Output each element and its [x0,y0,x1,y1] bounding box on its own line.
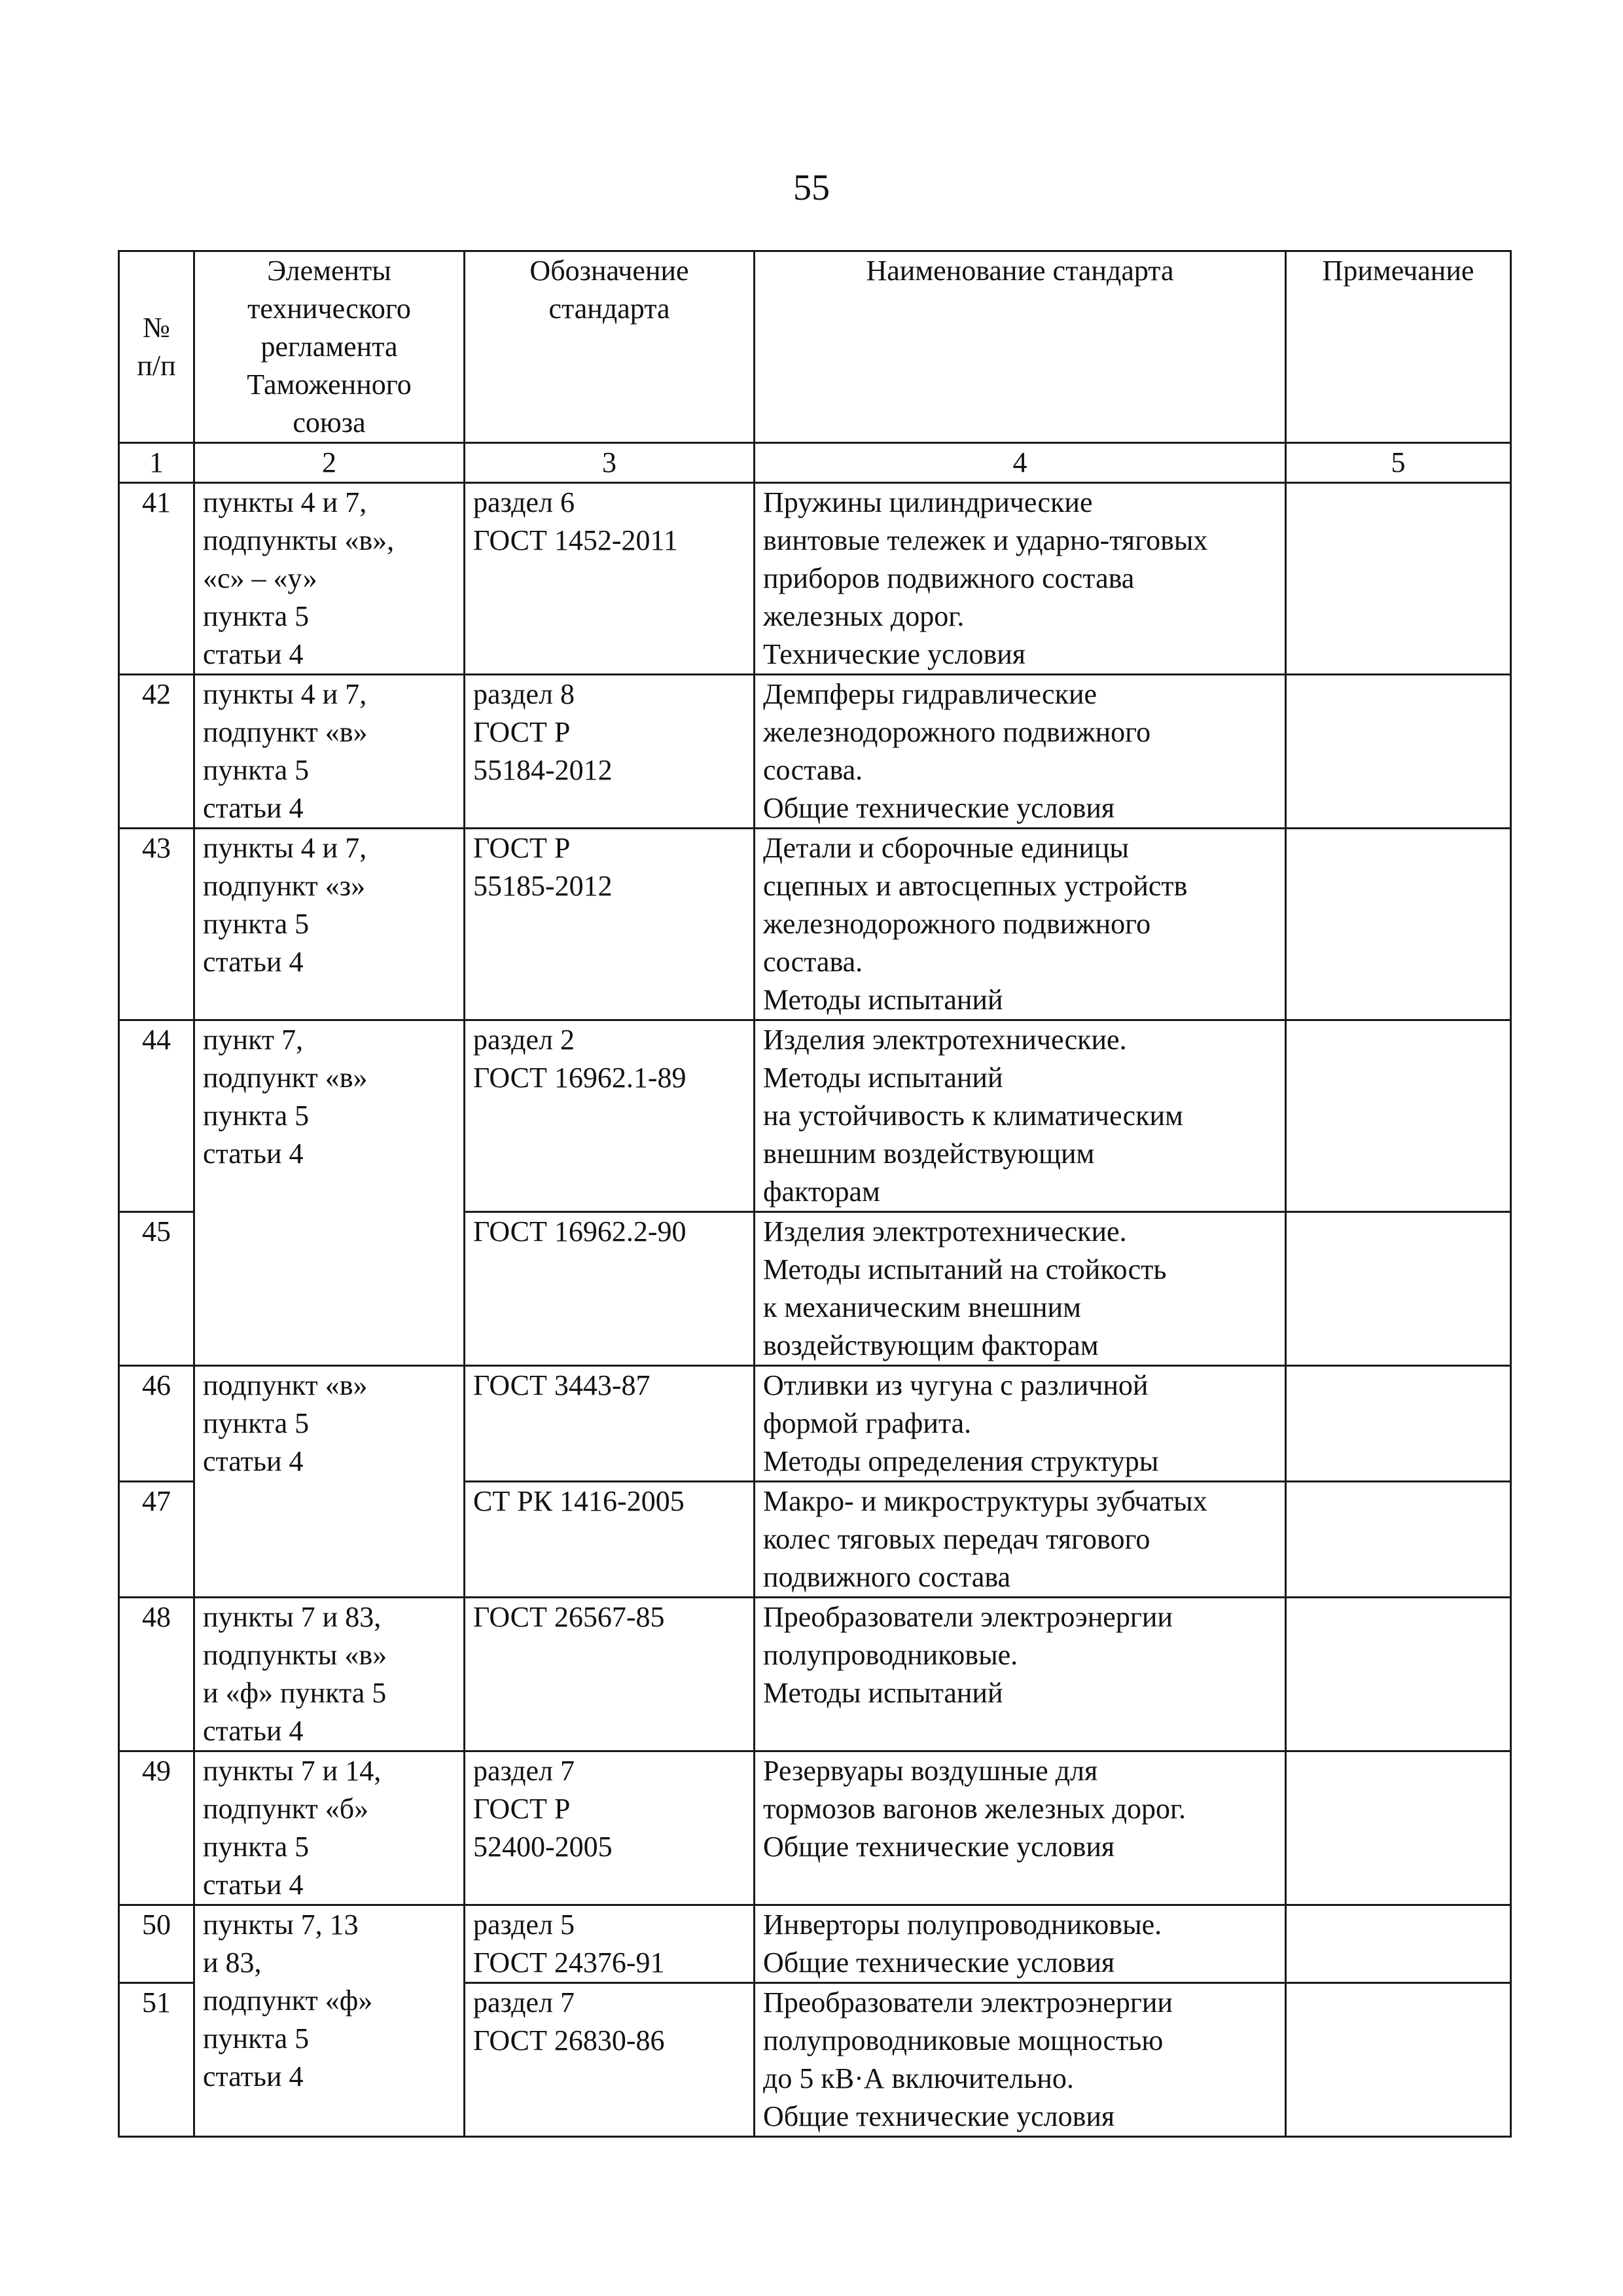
cell-line: железных дорог. [763,600,965,632]
row-number: 47 [119,1482,194,1598]
standards-table [118,250,1512,2138]
cell-line: колес тяговых передач тягового [763,1523,1150,1555]
cell-line: Примечание [1322,255,1474,287]
row-elements [194,1905,465,2137]
cell-line: Макро- и микроструктуры зубчатых [763,1485,1207,1517]
row-designation [465,483,755,675]
row-note [1286,1366,1511,1482]
cell-line: Методы испытаний на стойкость [763,1253,1167,1285]
cell-line: раздел 7 [473,1986,575,2018]
cell-line: подпункты «в», [203,524,395,556]
row-standard-name [755,1905,1286,1983]
cell-line: Резервуары воздушные для [763,1755,1098,1787]
cell-line: технического [247,293,411,325]
cell-line: Общие технические условия [763,2100,1115,2132]
cell-line: подпункт «з» [203,870,366,902]
cell-line: Пружины цилиндрические [763,486,1093,518]
row-standard-name [755,1212,1286,1366]
cell-line: ГОСТ Р [473,832,571,864]
row-elements [194,1020,465,1366]
cell-line: сцепных и автосцепных устройств [763,870,1188,902]
cell-line: приборов подвижного состава [763,562,1135,594]
cell-line: подпункты «в» [203,1639,387,1671]
cell-line: подпункт «в» [203,716,368,748]
row-number: 43 [119,829,194,1020]
cell-line: Методы определения структуры [763,1445,1159,1477]
column-number: 5 [1286,443,1511,483]
column-number: 2 [194,443,465,483]
table-row [119,1905,1511,1983]
cell-line: состава. [763,946,863,978]
row-designation [465,1905,755,1983]
cell-line: к механическим внешним [763,1291,1081,1323]
column-number: 3 [465,443,755,483]
cell-line: до 5 кВ·А включительно. [763,2062,1074,2094]
cell-line: статьи 4 [203,946,304,978]
cell-line: Обозначение [529,255,689,287]
row-note [1286,1983,1511,2137]
row-elements [194,1751,465,1905]
cell-line: пункта 5 [203,600,310,632]
row-number: 48 [119,1598,194,1751]
cell-line: пункты 4 и 7, [203,678,367,710]
cell-line: и «ф» пункта 5 [203,1677,387,1709]
row-number: 50 [119,1905,194,1983]
cell-line: статьи 4 [203,638,304,670]
cell-line: ГОСТ Р [473,716,571,748]
cell-line: раздел 7 [473,1755,575,1787]
header-note [1286,251,1511,443]
cell-line: ГОСТ 16962.1-89 [473,1062,687,1094]
row-designation [465,1366,755,1482]
row-designation [465,1598,755,1751]
row-number: 49 [119,1751,194,1905]
cell-line: полупроводниковые. [763,1639,1018,1671]
cell-line: Отливки из чугуна с различной [763,1369,1149,1401]
table-row [119,483,1511,675]
cell-line: пункты 4 и 7, [203,832,367,864]
cell-line: подвижного состава [763,1561,1011,1593]
cell-line: ГОСТ 26830-86 [473,2024,665,2056]
row-elements [194,675,465,829]
row-designation [465,1212,755,1366]
cell-line: Элементы [267,255,391,287]
row-standard-name [755,1598,1286,1751]
column-number: 4 [755,443,1286,483]
table-row [119,1598,1511,1751]
header-designation [465,251,755,443]
cell-line: регламента [260,331,398,363]
cell-line: Общие технические условия [763,1831,1115,1863]
cell-line: ГОСТ 24376-91 [473,1946,665,1979]
cell-line: 55185-2012 [473,870,613,902]
cell-line: ГОСТ 16962.2-90 [473,1215,687,1247]
cell-line: ГОСТ Р [473,1793,571,1825]
row-designation [465,1482,755,1598]
cell-line: подпункт «б» [203,1793,369,1825]
cell-line: пункта 5 [203,1831,310,1863]
cell-line: раздел 6 [473,486,575,518]
cell-line: подпункт «в» [203,1369,368,1401]
cell-line: воздействующим факторам [763,1329,1099,1361]
row-designation [465,1020,755,1212]
cell-line: внешним воздействующим [763,1138,1095,1170]
cell-line: тормозов вагонов железных дорог. [763,1793,1186,1825]
cell-line: подпункт «в» [203,1062,368,1094]
cell-line: союза [293,406,366,439]
row-number: 46 [119,1366,194,1482]
cell-line: ГОСТ 1452-2011 [473,524,678,556]
row-number: 44 [119,1020,194,1212]
cell-line: стандарта [548,293,670,325]
row-number: 41 [119,483,194,675]
cell-line: Методы испытаний [763,984,1003,1016]
row-note [1286,1751,1511,1905]
cell-line: ГОСТ 26567-85 [473,1601,665,1633]
table-row [119,1751,1511,1905]
cell-line: факторам [763,1175,880,1208]
cell-line: Технические условия [763,638,1026,670]
cell-line: 52400-2005 [473,1831,613,1863]
cell-line: Таможенного [247,368,412,401]
table-row [119,1020,1511,1212]
cell-line: пункта 5 [203,1100,310,1132]
cell-line: Детали и сборочные единицы [763,832,1129,864]
row-standard-name [755,1020,1286,1212]
cell-line: железнодорожного подвижного [763,716,1151,748]
cell-line: 55184-2012 [473,754,613,786]
row-elements [194,483,465,675]
cell-line: Наименование стандарта [866,255,1174,287]
header-number [119,251,194,443]
row-elements [194,829,465,1020]
cell-line: статьи 4 [203,1445,304,1477]
cell-line: Изделия электротехнические. [763,1215,1127,1247]
cell-line: полупроводниковые мощностью [763,2024,1164,2056]
cell-line: Общие технические условия [763,792,1115,824]
cell-line: пункты 4 и 7, [203,486,367,518]
cell-line: Изделия электротехнические. [763,1024,1127,1056]
cell-line: пункта 5 [203,1407,310,1439]
cell-line: на устойчивость к климатическим [763,1100,1183,1132]
row-standard-name [755,675,1286,829]
table-row [119,829,1511,1020]
cell-line: п/п [137,350,176,382]
cell-line: Общие технические условия [763,1946,1115,1979]
column-numbers-row [119,443,1511,483]
row-standard-name [755,483,1286,675]
header-elements [194,251,465,443]
cell-line: Инверторы полупроводниковые. [763,1909,1162,1941]
row-note [1286,1482,1511,1598]
row-number: 45 [119,1212,194,1366]
cell-line: СТ РК 1416-2005 [473,1485,685,1517]
row-standard-name [755,1482,1286,1598]
cell-line: ГОСТ 3443-87 [473,1369,651,1401]
row-note [1286,675,1511,829]
cell-line: раздел 5 [473,1909,575,1941]
cell-line: пункта 5 [203,2022,310,2054]
cell-line: пункты 7 и 83, [203,1601,382,1633]
cell-line: статьи 4 [203,1715,304,1747]
cell-line: железнодорожного подвижного [763,908,1151,940]
cell-line: Методы испытаний [763,1677,1003,1709]
table-row [119,1366,1511,1482]
table-header-row [119,251,1511,443]
cell-line: состава. [763,754,863,786]
cell-line: статьи 4 [203,2060,304,2092]
cell-line: Методы испытаний [763,1062,1003,1094]
row-designation [465,829,755,1020]
cell-line: пункты 7 и 14, [203,1755,382,1787]
row-standard-name [755,1751,1286,1905]
cell-line: формой графита. [763,1407,972,1439]
cell-line: Демпферы гидравлические [763,678,1097,710]
row-note [1286,1212,1511,1366]
cell-line: раздел 8 [473,678,575,710]
row-note [1286,483,1511,675]
cell-line: Преобразователи электроэнергии [763,1601,1173,1633]
cell-line: и 83, [203,1946,262,1979]
row-note [1286,1905,1511,1983]
cell-line: пункта 5 [203,754,310,786]
row-standard-name [755,829,1286,1020]
cell-line: раздел 2 [473,1024,575,1056]
header-name [755,251,1286,443]
table-row [119,675,1511,829]
page-number: 55 [793,168,830,208]
cell-line: пункт 7, [203,1024,304,1056]
column-number: 1 [119,443,194,483]
row-number: 42 [119,675,194,829]
cell-line: подпункт «ф» [203,1984,373,2017]
row-designation [465,1983,755,2137]
cell-line: «с» – «у» [203,562,317,594]
row-elements [194,1366,465,1598]
row-number: 51 [119,1983,194,2137]
cell-line: пункта 5 [203,908,310,940]
cell-line: Преобразователи электроэнергии [763,1986,1173,2018]
cell-line: винтовые тележек и ударно-тяговых [763,524,1208,556]
row-elements [194,1598,465,1751]
cell-line: статьи 4 [203,792,304,824]
cell-line: статьи 4 [203,1138,304,1170]
row-standard-name [755,1983,1286,2137]
row-note [1286,829,1511,1020]
cell-line: № [143,312,170,344]
row-designation [465,675,755,829]
cell-line: статьи 4 [203,1869,304,1901]
row-standard-name [755,1366,1286,1482]
row-designation [465,1751,755,1905]
row-note [1286,1020,1511,1212]
row-note [1286,1598,1511,1751]
cell-line: пункты 7, 13 [203,1909,359,1941]
